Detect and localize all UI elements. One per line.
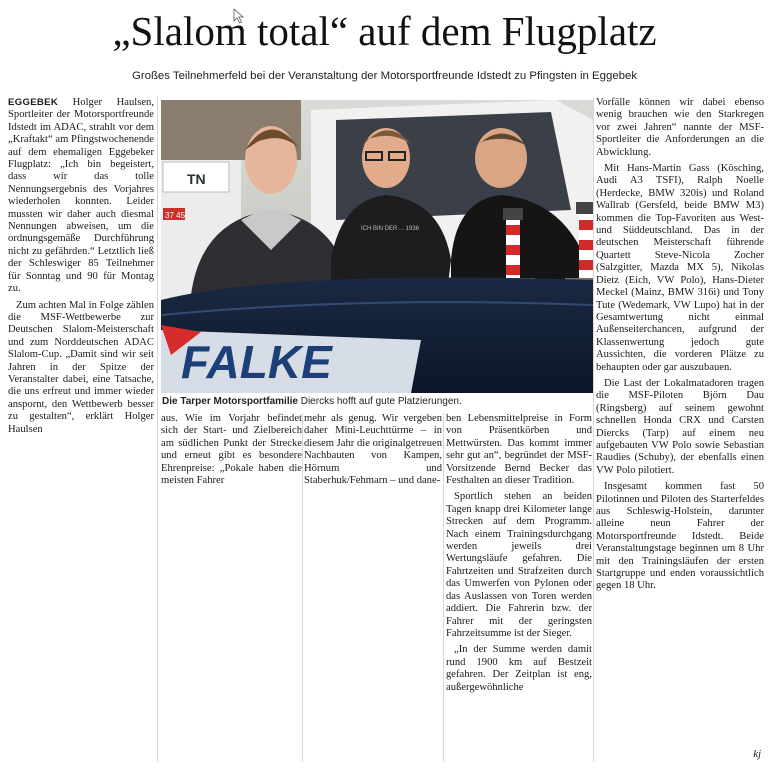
article-column-5 xyxy=(596,97,764,593)
article-column-3 xyxy=(304,413,442,487)
column-divider xyxy=(443,413,444,762)
article-column-1 xyxy=(8,97,154,436)
author-initials: kj xyxy=(753,749,761,760)
svg-text:TN: TN xyxy=(187,171,206,187)
article-photo xyxy=(161,100,593,393)
caption-text: Diercks hofft auf gute Platzierungen. xyxy=(297,396,462,407)
svg-text:37 45: 37 45 xyxy=(165,211,186,220)
article-column-2 xyxy=(161,413,302,487)
paragraph: „In der Summe werden damit rund 1900 km auf Bestzeit gefahren. Der Zeitplan ist eng, außergewöhnliche xyxy=(446,644,592,693)
photo-caption xyxy=(162,396,592,408)
paragraph: Die Last der Lokalmatadoren tragen die MSF-Piloten Björn Dau (Ringsberg) auf seinem gewohnt schnellen Honda CRX und Carsten Diercks (Tarp) auf einem neu aufgebauten VW Polo sowie Sebastian Raudies (Schuby), der ebenfalls einen VW Polo pilotiert. xyxy=(596,377,764,476)
paragraph: ben Lebensmittelpreise in Form von Präsentkörben und Mettwürsten. Das kommt immer sehr gut an“, begründet der MSF-Vorsitzende Bernd Becker das Festhalten an dieser Tradition. xyxy=(446,413,592,487)
column-divider xyxy=(593,97,594,762)
column-divider xyxy=(302,413,303,762)
article-headline: „Slalom total“ auf dem Flugplatz xyxy=(112,8,657,54)
paragraph: Sportlich stehen an beiden Tagen knapp drei Kilometer lange Strecken auf dem Programm. Nach einem Trainingsdurchgang werden jeweils drei Wertungsläufe gefahren. Die Fahrtzeiten und Strafzeiten durch das Umwerfen von Pylonen oder das Auslassen von Toren werden addiert. Die Fahrerin bzw. der Fahrer mit der geringsten Fahrzeitsumme ist der Sieger. xyxy=(446,491,592,639)
article-column-4 xyxy=(446,413,592,694)
column-divider xyxy=(157,97,158,762)
svg-text:FALKE: FALKE xyxy=(181,336,332,388)
article-subheadline: Großes Teilnehmerfeld bei der Veranstaltung der Motorsportfreunde Idstedt zu Pfingsten in Eggebek xyxy=(131,70,638,82)
paragraph: Mit Hans-Martin Gass (Kösching, Audi A3 TSFI), Ralph Noelle (Herdecke, BMW 320is) und Roland Wallrab (Gersfeld, beide BMW M3) kommen die Top-Favoriten aus West- und Süddeutschland. Das in der deutschen Meisterschaft führende Quartett Steve-Nicola Zocher (Salzgitter, Mazda MX 5), Nikolas Dietz (Eich, VW Polo), Hans-Dieter Meckel (Mainz, BMW 316i) und Tony Tute (Wedemark, VW Lupo) hat in der Gesamtwertung nicht einmal Außenseiterchancen, aufgrund der Klassenwertung jedoch gute Aussichten, die vorderen Plätze zu behaupten oder gar auszubauen. xyxy=(596,163,764,373)
dateline: EGGEBEK xyxy=(8,97,59,108)
paragraph: Zum achten Mal in Folge zählen die MSF-Wettbewerbe zur Deutschen Slalom-Meisterschaft und zum Norddeutschen ADAC Slalom-Cup. „Damit sind wir seit Jahren in der Spitze der Veranstalter dabei, eine Tatsache, die uns erfreut und immer wieder anspornt, den Wettbewerb besser zu gestalten“, erklärt Holger Haulsen xyxy=(8,299,154,435)
paragraph: Holger Haulsen, Sportleiter der Motorsportfreunde Idstedt im ADAC, strahlt vor dem „Kraftakt“ am Pfingstwochenende auf dem ehemaligen Eggebeker Flugplatz: „Ich bin begeistert, dass wir das tolle Nennungsergebnis des Vorjahres wiederholen konnten. Leider mussten wir daher auch diesmal Nennungen abweisen, um die ordnungsgemäße Durchführung nicht zu gefährden.“ Letztlich ließ der Schleswiger 85 Teilnehmer für Sonntag und 90 für Montag zu. xyxy=(8,97,154,295)
paragraph: Vorfälle können wir dabei ebenso wenig brauchen wie den Starkregen vor zwei Jahren“ nannte der MSF-Sportleiter die Anforderungen an die Abwicklung. xyxy=(596,97,764,158)
svg-text:ICH BIN DER ... 1936: ICH BIN DER ... 1936 xyxy=(361,226,420,232)
paragraph: Insgesamt kommen fast 50 Pilotinnen und Piloten des Starterfeldes aus Schleswig-Holstein, darunter alleine neun Fahrer der Motorsportfreunde Idstedt. Beide Veranstaltungstage beginnen um 8 Uhr mit den Trainingsläufen der ersten Startgruppe und enden voraussichtlich gegen 18 Uhr. xyxy=(596,481,764,592)
paragraph: aus. Wie im Vorjahr befindet sich der Start- und Zielbereich am südlichen Punkt der Strecke und erneut gibt es besondere Ehrenpreise: „Pokale haben die meisten Fahrer xyxy=(161,413,302,487)
paragraph: mehr als genug. Wir vergeben daher Mini-Leuchttürme – in diesem Jahr die originalgetreuen Nachbauten von Kampen, Hörnum und Staberhuk/Fehmarn – und dane- xyxy=(304,413,442,487)
caption-title: Die Tarper Motorsportfamilie xyxy=(162,396,298,407)
